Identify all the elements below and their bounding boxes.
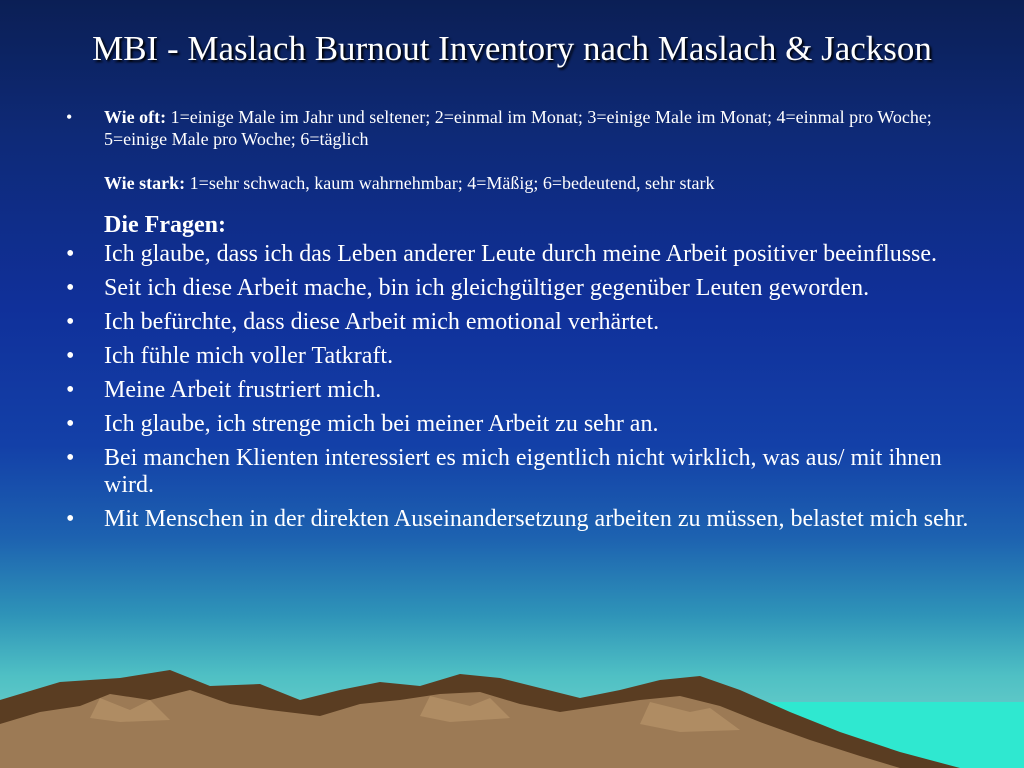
questions-list [66, 241, 986, 533]
question-item [66, 275, 986, 302]
bullet-icon: • [66, 343, 75, 369]
scale-info-bullet [66, 106, 986, 194]
bullet-icon: • [66, 411, 75, 437]
question-item [66, 309, 986, 336]
slide-content [66, 106, 986, 540]
mountain-landscape-decoration [0, 660, 1024, 768]
bullet-icon: • [66, 309, 75, 335]
question-item [66, 377, 986, 404]
bullet-icon: • [66, 241, 75, 267]
question-item [66, 241, 986, 268]
how-often-line [104, 106, 986, 150]
question-item [66, 343, 986, 370]
bullet-icon: • [66, 107, 73, 127]
question-text: Seit ich diese Arbeit mache, bin ich gleichgültiger gegenüber Leuten geworden. [104, 275, 870, 301]
slide-title: MBI - Maslach Burnout Inventory nach Maslach & Jackson [92, 29, 932, 68]
bullet-icon: • [66, 275, 75, 301]
question-text: Ich glaube, dass ich das Leben anderer Leute durch meine Arbeit positiver beeinflusse. [104, 241, 938, 267]
question-text: Ich fühle mich voller Tatkraft. [104, 343, 394, 369]
question-item [66, 411, 986, 438]
how-often-text: 1=einige Male im Jahr und seltener; 2=einmal im Monat; 3=einige Male im Monat; 4=einmal pro Woche; 5=einige Male pro Woche; 6=täglich [104, 107, 932, 149]
question-item [66, 506, 986, 533]
bullet-icon: • [66, 506, 75, 532]
question-item [66, 445, 986, 499]
how-strong-label: Wie stark: [104, 173, 186, 193]
question-text: Meine Arbeit frustriert mich. [104, 377, 382, 403]
how-strong-text: 1=sehr schwach, kaum wahrnehmbar; 4=Mäßig; 6=bedeutend, sehr stark [189, 173, 715, 193]
how-strong-line [104, 172, 986, 194]
question-text: Ich befürchte, dass diese Arbeit mich emotional verhärtet. [104, 309, 660, 335]
how-often-label: Wie oft: [104, 107, 167, 127]
bullet-icon: • [66, 377, 75, 403]
question-text: Mit Menschen in der direkten Auseinandersetzung arbeiten zu müssen, belastet mich sehr. [104, 506, 969, 532]
questions-heading: Die Fragen: [104, 212, 226, 238]
question-text: Ich glaube, ich strenge mich bei meiner Arbeit zu sehr an. [104, 411, 659, 437]
question-text: Bei manchen Klienten interessiert es mich eigentlich nicht wirklich, was aus/ mit ihnen wird. [104, 445, 942, 498]
bullet-icon: • [66, 445, 75, 471]
